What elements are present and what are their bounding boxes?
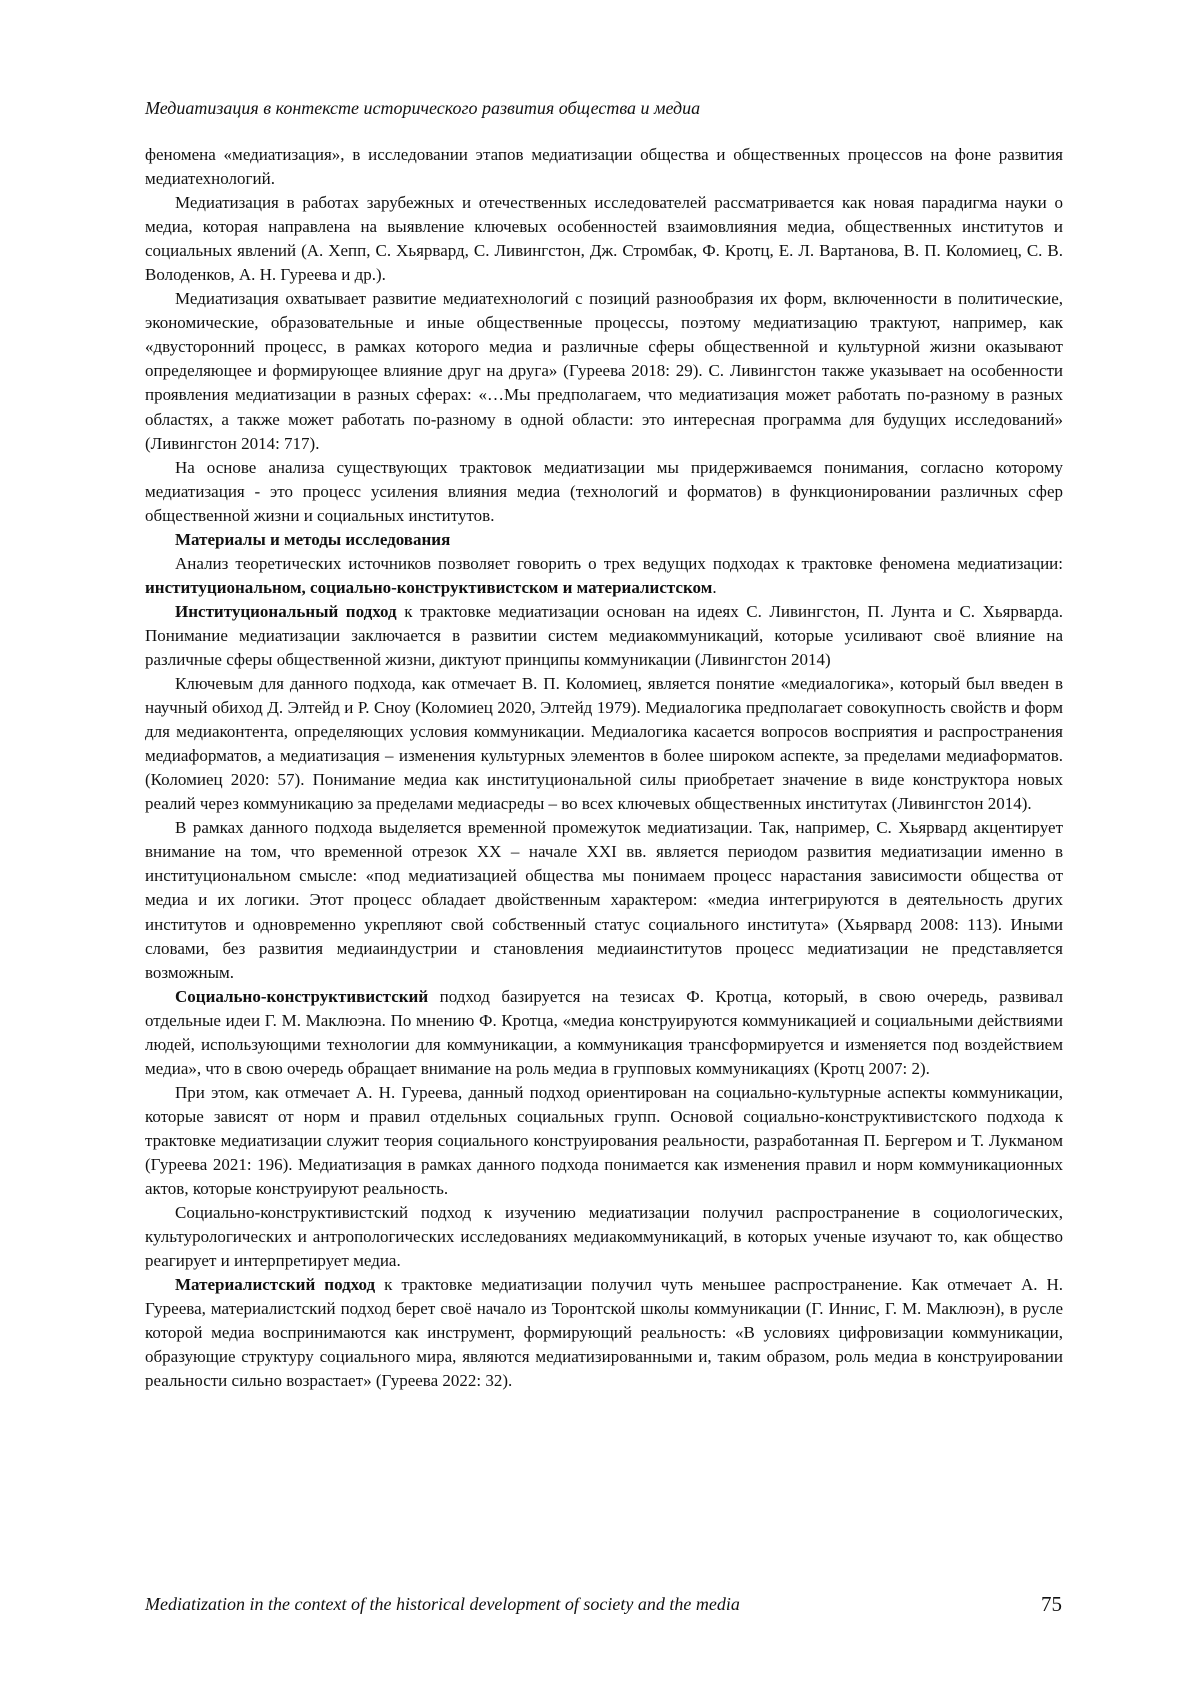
paragraph-constructivist-spread: Социально-конструктивистский подход к изучению медиатизации получил распространение в социологических, культурологических и антропологических исследованиях медиакоммуникаций, в которых ученые изучают то, как общество реагирует и интерпретирует медиа. [145,1203,1063,1271]
paragraph-time-period: В рамках данного подхода выделяется временной промежуток медиатизации. Так, например, С. Хьярвард акцентирует внимание на том, что временной отрезок XX – начале XXI вв. является периодом развития медиатизации именно в институциональном смысле: «под медиатизацией общества мы понимаем процесс нарастания зависимости общества от медиа и их логики. Этот процесс обладает двойственным характером: «медиа интегрируются в деятельность других институтов и одновременно укрепляют свой собственный статус социального института» (Хьярвард 2008: 113). Иными словами, без развития медиаиндустрии и становления медиаинститутов процесс медиатизации не представляется возможным. [145,818,1063,982]
paragraph-social-cultural-aspects: При этом, как отмечает А. Н. Гуреева, данный подход ориентирован на социально-культурные аспекты коммуникации, которые зависят от норм и правил отдельных социальных групп. Основой социально-конструктивистского подхода к трактовке медиатизации служит теория социального конструирования реальности, разработанная П. Бергером и Т. Лукманом (Гуреева 2021: 196). Медиатизация в рамках данного подхода понимается как изменения правил и норм коммуникационных актов, которые конструируют реальность. [145,1082,1063,1199]
running-footer-english-title: Mediatization in the context of the historical development of society and the media [145,1594,740,1614]
paragraph-text-end: . [712,577,717,597]
section-heading-materials-methods: Материалы и методы исследования [175,529,451,549]
paragraph-working-definition: На основе анализа существующих трактовок медиатизации мы придерживаемся понимания, согласно которому медиатизация - это процесс усиления влияния медиа (технологий и форматов) в функционировании различных сфер общественной жизни и социальных институтов. [145,457,1063,525]
bold-term-materialist: Материалистский подход [175,1275,376,1295]
paragraph-text: к трактовке медиатизации основан на идеях С. Ливингстон, П. Лунта и С. Хьярварда. Понимание медиатизации заключается в развитии систем медиакоммуникаций, которые усиливают своё влияние на различные сферы общественной жизни, диктуют принципы коммуникации (Ливингстон 2014) [145,601,1063,669]
paragraph-medialogic: Ключевым для данного подхода, как отмечает В. П. Коломиец, является понятие «медиалогика», который был введен в научный обиход Д. Элтейд и Р. Сноу (Коломиец 2020, Элтейд 1979). Медиалогика предполагает совокупность свойств и форм для медиаконтента, определяющих условия коммуникации. Медиалогика касается вопросов восприятия и распространения медиаформатов, а медиатизация – изменения культурных элементов в более широком аспекте, за пределами медиаформатов. (Коломиец 2020: 57). Понимание медиа как институциональной силы приобретает значение в виде конструктора новых реалий через коммуникацию за пределами медиасреды – во всех ключевых общественных институтах (Ливингстон 2014). [145,674,1063,814]
paragraph-materialist-approach [145,1273,1063,1393]
paragraph-text: к трактовке медиатизации получил чуть меньшее распространение. Как отмечает А. Н. Гуреева, материалистский подход берет своё начало из Торонтской школы коммуникации (Г. Иннис, Г. М. Маклюэн), в русле которой медиа воспринимаются как инструмент, формирующий реальность: «В условиях цифровизации коммуникации, образующие структуру социального мира, являются медиатизированными и, таким образом, роль медиа в конструировании реальности сильно возрастает» (Гуреева 2022: 32). [145,1275,1063,1391]
bold-term-social-constructivist: Социально-конструктивистский [175,986,429,1006]
paragraph-text: Анализ теоретических источников позволяет говорить о трех ведущих подходах к трактовке феномена медиатизации: [175,553,1063,573]
page-number: 75 [1041,1592,1062,1616]
paragraph-institutional-approach [145,600,1063,672]
bold-term-institutional: Институциональный подход [175,601,397,621]
bold-term-approaches: институциональном, социально-конструктивистском и материалистском [145,577,713,597]
paragraph-social-constructivist-approach [145,985,1063,1081]
paragraph-continuation: феномена «медиатизация», в исследовании этапов медиатизации общества и общественных процессов на фоне развития медиатехнологий. [145,145,1063,189]
running-header: Медиатизация в контексте исторического развития общества и медиа [145,98,701,118]
paragraph-three-approaches [145,552,1063,600]
paragraph-mediatization-scope: Медиатизация охватывает развитие медиатехнологий с позиций разнообразия их форм, включенности в политические, экономические, образовательные и иные общественные процессы, поэтому медиатизацию трактуют, например, как «двусторонний процесс, в рамках которого медиа и различные сферы общественной и культурной жизни оказывают определяющее и формирующее влияние друг на друга» (Гуреева 2018: 29). С. Ливингстон также указывает на особенности проявления медиатизации в разных сферах: «…Мы предполагаем, что медиатизация может работать по-разному в разных областях, а также может работать по-разному в одной области: это интересная программа для будущих исследований» (Ливингстон 2014: 717). [145,289,1063,453]
paragraph-mediatization-paradigm: Медиатизация в работах зарубежных и отечественных исследователей рассматривается как новая парадигма науки о медиа, которая направлена на выявление ключевых особенностей взаимовлияния медиа, общественных институтов и социальных явлений (А. Хепп, С. Хьярвард, С. Ливингстон, Дж. Стромбак, Ф. Кротц, Е. Л. Вартанова, В. П. Коломиец, С. В. Володенков, А. Н. Гуреева и др.). [145,193,1063,285]
article-body [145,143,1063,1393]
paragraph-text: подход базируется на тезисах Ф. Кротца, который, в свою очередь, развивал отдельные идеи Г. М. Маклюэна. По мнению Ф. Кротца, «медиа конструируются коммуникацией и социальными действиями людей, использующими технологии для коммуникации, а коммуникация трансформируется и изменяется под воздействием медиа», что в свою очередь обращает внимание на роль медиа в групповых коммуникациях (Кротц 2007: 2). [145,986,1063,1078]
